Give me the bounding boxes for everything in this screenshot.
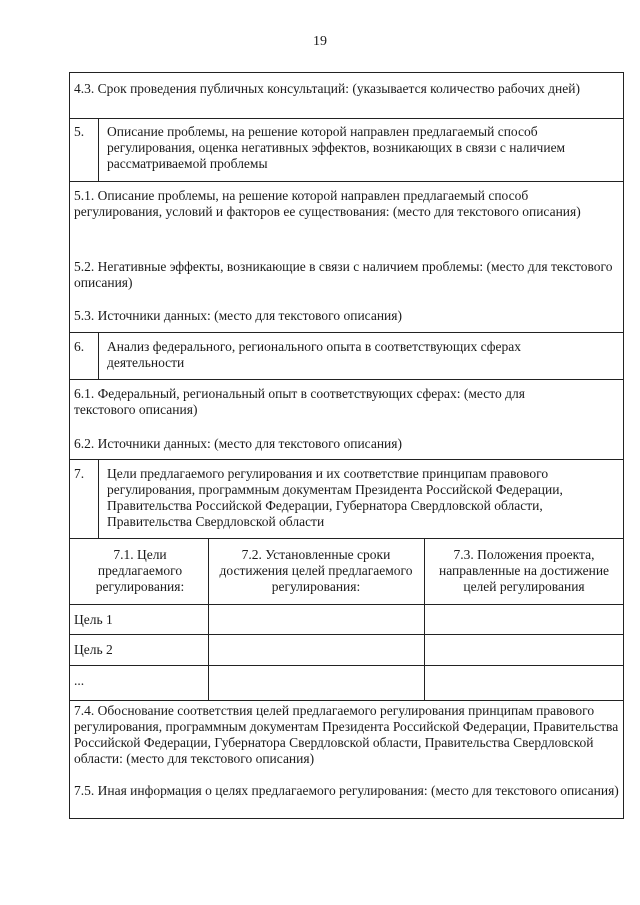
section-7-5-text: 7.5. Иная информация о целях предлагаемого регулирования: (место для текстового описания) [74,783,619,798]
section-6-2-text: 6.2. Источники данных: (место для текстового описания) [74,436,402,451]
table-column-divider [208,538,209,700]
divider [70,634,623,635]
divider [70,700,623,701]
divider [70,459,623,460]
divider [70,118,623,119]
section-6-1-text: 6.1. Федеральный, региональный опыт в соответствующих сферах: (место для текстового описания) [74,386,525,417]
divider [70,665,623,666]
table-row: ... [74,673,85,688]
section-4-3-text: 4.3. Срок проведения публичных консультаций: (указывается количество рабочих дней) [74,81,580,96]
section-7-number: 7. [74,466,85,481]
form-table [69,72,624,819]
section-5-title: Описание проблемы, на решение которой направлен предлагаемый способ регулирования, оценка негативных эффектов, возникающих в связи с наличием рассматриваемой проблемы [107,124,566,171]
divider [70,379,623,380]
table-row: Цель 2 [74,642,113,657]
page-number: 19 [313,34,327,49]
divider [70,181,623,182]
section-5-3-text: 5.3. Источники данных: (место для текстового описания) [74,308,402,323]
divider [70,538,623,539]
number-column-divider [98,118,99,181]
table-row: Цель 1 [74,612,113,627]
section-6-number: 6. [74,339,85,354]
section-6-title: Анализ федерального, регионального опыта в соответствующих сферах деятельности [107,339,521,370]
divider [70,332,623,333]
table-header-goals: 7.1. Цели предлагаемого регулирования: [95,547,185,594]
table-column-divider [424,538,425,700]
divider [70,604,623,605]
section-7-title: Цели предлагаемого регулирования и их соответствие принципам правового регулирования, программным документам Президента Российской Федерации, Правительства Российской Федерации, Губернатора Свердловской области, Правительства Свердловской области [107,466,563,529]
section-5-2-text: 5.2. Негативные эффекты, возникающие в связи с наличием проблемы: (место для текстового описания) [74,259,613,290]
number-column-divider [98,332,99,379]
table-header-deadlines: 7.2. Установленные сроки достижения целей предлагаемого регулирования: [219,547,413,594]
section-5-1-text: 5.1. Описание проблемы, на решение которой направлен предлагаемый способ регулирования, условий и факторов ее существования: (место для текстового описания) [74,188,581,219]
section-7-4-text: 7.4. Обоснование соответствия целей предлагаемого регулирования принципам правового регулирования, программным документам Президента Российской Федерации, Правительства Российской Федерации, Губернатора Свердловской области, Правительства Свердловской области: (место для текстового описания) [74,703,619,766]
section-5-number: 5. [74,124,85,139]
number-column-divider [98,459,99,538]
table-header-provisions: 7.3. Положения проекта, направленные на достижение целей регулирования [438,547,610,594]
